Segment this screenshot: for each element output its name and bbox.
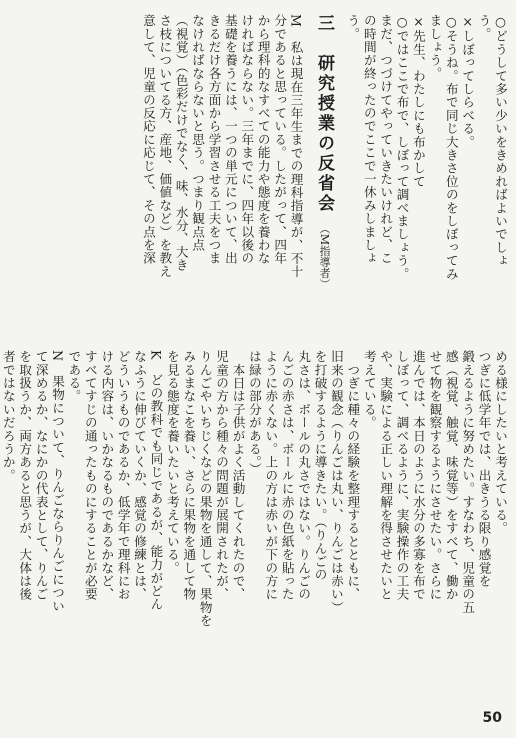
text-line: つぎに種々の経験を整理するとともに、 [345,350,361,601]
page-number: 50 [482,710,502,726]
text-line: を見る態度を養いたいと考えている。 [164,350,180,575]
text-line: う。 [345,14,361,41]
text-line: ×先生、わたしにも布かして [410,14,426,188]
lower-text-tier [0,350,508,702]
text-line: ○ではここで布で、しぼって調べましょう。 [394,14,410,281]
text-line: 鍛えるように努めたい。すなわち、児童の五 [460,350,476,614]
text-line: まだ、つづけてやっていきたいけれど、こ [378,14,394,265]
text-line: ましょう。 [427,14,443,80]
text-line: K どの教科でも同じであるが、能力がどん [148,350,164,611]
text-line: の時間が終ったのでここで一休みしましょ [361,14,377,265]
text-line: 感（視覚、触覚、味覚等）をすべて、働か [443,350,459,601]
text-line: ○どうして多い少いをきめればよいでしょ [493,14,508,268]
text-line: 分であると思っている。したがって、四年 [272,14,288,265]
text-line: M 私は現在三年生までの理科指導が、不十 [288,14,304,279]
text-line: を打破するように導きたい。（りんごの [312,350,328,582]
text-line: ×しぼってしらべる。 [460,14,476,149]
text-line: である。 [66,350,82,403]
text-line: ければならない。三年までに、四年以後の [239,14,255,265]
text-line: う。 [476,14,492,41]
upper-text-tier [10,14,508,344]
text-line: なければならないと思う。つまり観点点 [190,14,206,252]
text-line: すべてすじの通ったものにすることが必要 [82,350,98,601]
section-title: 三 研究授業の反省会 [313,14,334,214]
text-line: どういうものであるか、低学年で理科にお [115,350,131,601]
text-line: は緑の部分がある。） [246,350,262,476]
text-line: や、実験による正しい理解を得させたいと [378,350,394,601]
text-line: 基礎を養うには、一つの単元について、出 [222,14,238,265]
section-heading [313,14,334,344]
text-line: なふうに伸びていくか、感覚の修練とは、 [132,350,148,601]
text-line: 児童の方から種々の問題が展開されたが、 [214,350,230,601]
section-author: （M指導者） [317,222,331,290]
text-line: める様にしたいと考えている。 [493,350,508,535]
text-line: ○そうね。布で同じ大きさ位のをしぼってみ [443,14,459,281]
text-line: N 果物について、りんごならりんごについ [50,350,66,613]
text-line: 丸さは、ボールの丸さではない。りんごの [296,350,312,601]
text-line: て深めるか、なにかの代表として、りんご [33,350,49,601]
text-line: しぼって、調べるように、実験操作の工夫 [394,350,410,601]
text-line: んごの赤さは、ボールに赤の色紙を貼った [279,350,295,601]
text-line: 意して、児童の反応に応じて、その点を深 [140,14,156,265]
text-line: （視覚）（色彩だけでなく、味、水分、大き [173,14,189,272]
text-line: ける内容は、いかなるものであるかなど、 [99,350,115,601]
text-line: さ枝についてる方、産地、価値など）を教え [157,14,173,278]
text-line: 本日は子供がよく活動してくれたので、 [230,350,246,601]
text-line: から理科的なすべての能力や態度を養わな [255,14,271,265]
text-line: みるまなこを養い、さらに果物を通して物 [181,350,197,601]
text-line: せて物を観察するようにさせたい。さらに [427,350,443,601]
text-line: りんごやいちじくなどの果物を通して、果物を [197,350,213,628]
text-line: を取扱うか、両方あると思うが、大体は後 [17,350,33,601]
text-line: きるだけ各方面から学習させる工夫をつま [206,14,222,265]
text-line: 進んでは、本日のように水分の多寡を布で [410,350,426,601]
text-line: 旧来の観念（りんごは丸い、りんごは赤い） [328,350,344,614]
text-line: つぎに低学年では、出きうる限り感覚を [476,350,492,588]
text-line: 者ではないだろうか。 [0,350,16,482]
text-line: 考えている。 [361,350,377,430]
text-line: ように赤くない。上の方は赤いが下の方に [263,350,279,601]
